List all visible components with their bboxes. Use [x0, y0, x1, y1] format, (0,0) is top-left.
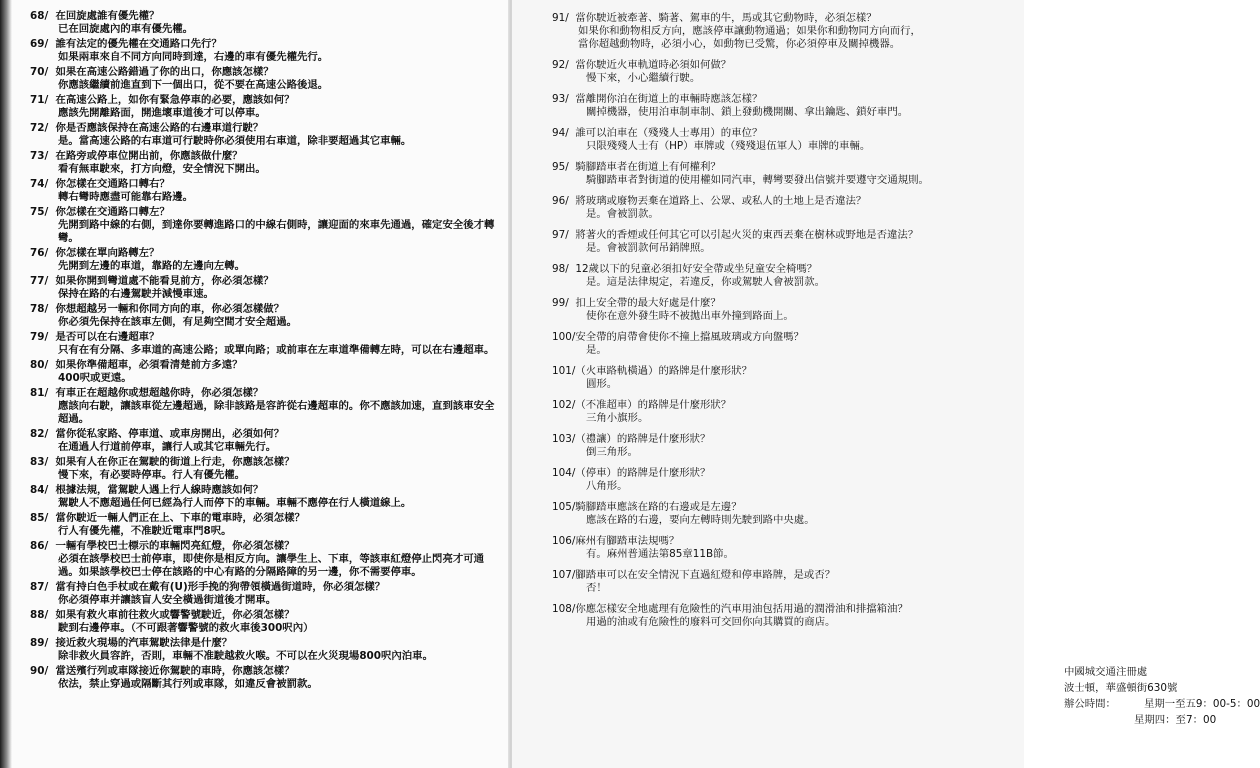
answer-text: 轉右彎時應盡可能靠右路邊。 — [58, 191, 194, 203]
answer-text: 行人有優先權，不准駛近電車門8呎。 — [58, 525, 232, 537]
qa-item — [552, 93, 1006, 119]
qa-item — [552, 263, 1006, 289]
answer-text: 你應該繼續前進直到下一個出口，從不要在高速公路後退。 — [58, 79, 329, 91]
office-hours-thursday: 星期四：至7：00 — [1134, 714, 1217, 726]
question-text: 93/ 當離開你泊在街道上的車輛時應該怎樣？ — [552, 93, 763, 105]
answer-text: 應該先開離路面，開進壞車道後才可以停車。 — [58, 107, 266, 119]
question-text: 69/ 誰有法定的優先權在交通路口先行？ — [30, 38, 222, 50]
answer-text: 是。 — [586, 344, 607, 356]
question-text: 87/ 當有持白色手杖或在戴有(U)形手挽的狗帶領橫過街道時，你必須怎樣？ — [30, 581, 386, 593]
answer-text: 駛到右邊停車。（不可跟著響警號的救火車後300呎內） — [58, 622, 314, 634]
answer-text: 當你超越動物時，必須小心，如動物已受驚，你必須停車及關掉機器。 — [578, 38, 901, 50]
answer-text: 關掉機器，使用泊車制車制、鎖上發動機開關、拿出鑰匙、鎖好車門。 — [586, 106, 909, 118]
answer-text: 駕駛人不應超過任何已經為行人而停下的車輛。車輛不應停在行人橫道線上。 — [58, 497, 412, 509]
right-question-list — [552, 12, 1006, 629]
answer-text: 400呎或更遠。 — [58, 372, 132, 384]
qa-item — [30, 637, 502, 663]
answer-text: 是。這是法律規定，若違反，你或駕駛人會被罰款。 — [586, 276, 825, 288]
question-text: 89/ 接近救火現場的汽車駕駛法律是什麼？ — [30, 637, 233, 649]
qa-item — [552, 433, 1006, 459]
answer-text: 依法，禁止穿過或隔斷其行列或車隊，如違反會被罰款。 — [58, 678, 318, 690]
office-hours-value: 星期一至五9：00-5：00 — [1143, 698, 1260, 710]
question-text: 68/ 在回旋處誰有優先權？ — [30, 10, 160, 22]
question-text: 85/ 當你駛近一輛人們正在上、下車的電車時，必須怎樣？ — [30, 512, 305, 524]
question-text: 76/ 你怎樣在單向路轉左？ — [30, 247, 160, 259]
question-text: 102/（不准超車）的路牌是什麼形狀？ — [552, 399, 732, 411]
question-text: 92/ 當你駛近火車軌道時必須如何做？ — [552, 59, 732, 71]
answer-text: 有。麻州普通法第85章11B節。 — [586, 548, 734, 560]
answer-text: 如果你和動物相反方向，應該停車讓動物通過；如果你和動物同方向而行， — [578, 25, 921, 37]
qa-item — [30, 581, 502, 607]
right-page — [512, 0, 1260, 768]
qa-item — [552, 535, 1006, 561]
question-text: 94/ 誰可以泊車在（殘殘人士專用）的車位？ — [552, 127, 763, 139]
answer-text: 是。會被罰款。 — [586, 208, 659, 220]
qa-item — [552, 12, 1006, 51]
office-info — [1064, 664, 1260, 728]
qa-item — [30, 387, 502, 426]
office-name: 中國城交通注冊處 — [1064, 666, 1148, 678]
answer-text: 你必須停車并讓該盲人安全橫過街道後才開車。 — [58, 594, 277, 606]
qa-item — [30, 428, 502, 454]
question-text: 104/（停車）的路牌是什麼形狀？ — [552, 467, 711, 479]
question-text: 79/ 是否可以在右邊超車？ — [30, 331, 160, 343]
answer-text: 只有在有分隔、多車道的高速公路；或單向路；或前車在左車道準備轉左時，可以在右邊超車。 — [58, 344, 495, 356]
question-text: 72/ 你是否應該保持在高速公路的右邊車道行駛？ — [30, 122, 264, 134]
answer-text: 看有無車駛來，打方向燈，安全情況下開出。 — [58, 163, 266, 175]
qa-item — [30, 66, 502, 92]
office-hours-label: 辦公時間： — [1064, 698, 1116, 710]
answer-text: 騎腳踏車者對街道的使用權如同汽車，轉彎要發出信號并要遵守交通規則。 — [586, 174, 929, 186]
question-text: 70/ 如果在高速公路錯過了你的出口，你應該怎樣？ — [30, 66, 274, 78]
qa-item — [30, 512, 502, 538]
qa-item — [552, 229, 1006, 255]
answer-text: 保持在路的右邊駕駛并減慢車速。 — [58, 288, 214, 300]
qa-item — [30, 10, 502, 36]
question-text: 106/麻州有腳踏車法規嗎？ — [552, 535, 680, 547]
qa-item — [552, 501, 1006, 527]
qa-item — [552, 399, 1006, 425]
answer-text: 在通過人行道前停車，讓行人或其它車輛先行。 — [58, 441, 277, 453]
question-text: 88/ 如果有救火車前往救火或響警號駛近，你必須怎樣？ — [30, 609, 295, 621]
answer-text: 慢下來，有必要時停車。行人有優先權。 — [58, 469, 246, 481]
question-text: 91/ 當你駛近被牽著、騎著、駕車的牛，馬或其它動物時，必須怎樣？ — [552, 12, 877, 24]
qa-item — [30, 178, 502, 204]
question-text: 98/ 12歲以下的兒童必須扣好安全帶或坐兒童安全椅嗎？ — [552, 263, 818, 275]
answer-text: 你必須先保持在該車左側，有足夠空間才安全超過。 — [58, 316, 297, 328]
qa-item — [552, 603, 1006, 629]
question-text: 95/ 騎腳踏車者在街道上有何權利？ — [552, 161, 721, 173]
qa-item — [30, 122, 502, 148]
qa-item — [552, 59, 1006, 85]
answer-text: 圓形。 — [586, 378, 618, 390]
qa-item — [30, 456, 502, 482]
answer-text: 慢下來，小心繼續行駛。 — [586, 72, 701, 84]
question-text: 81/ 有車正在超越你或想超越你時，你必須怎樣？ — [30, 387, 264, 399]
question-text: 78/ 你想超越另一輛和你同方向的車，你必須怎樣做？ — [30, 303, 285, 315]
question-text: 101/（火車路軌橫過）的路牌是什麼形狀？ — [552, 365, 752, 377]
qa-item — [552, 297, 1006, 323]
question-text: 108/你應怎樣安全地處理有危險性的汽車用油包括用過的潤滑油和排擋箱油？ — [552, 603, 908, 615]
answer-text: 三角小旗形。 — [586, 412, 649, 424]
question-text: 90/ 當送殯行列或車隊接近你駕駛的車時，你應該怎樣？ — [30, 665, 295, 677]
answer-text: 應該向右駛，讓該車從左邊超過，除非該路是容許從右邊超車的。你不應該加速，直到該車安全超過。 — [58, 400, 495, 425]
office-hours-weekday — [1064, 696, 1260, 712]
qa-item — [30, 359, 502, 385]
answer-text: 應該在路的右邊，要向左轉時則先駛到路中央處。 — [586, 514, 815, 526]
qa-item — [552, 569, 1006, 595]
office-address: 波士頓，華盛頓街630號 — [1064, 682, 1178, 694]
question-text: 73/ 在路旁或停車位開出前，你應該做什麼？ — [30, 150, 243, 162]
answer-text: 先開到路中線的右側，到達你要轉進路口的中線右側時，讓迎面的來車先通過，確定安全後才轉彎。 — [58, 219, 495, 244]
answer-text: 已在回旋處內的車有優先權。 — [58, 23, 194, 35]
qa-item — [30, 540, 502, 579]
qa-item — [30, 38, 502, 64]
qa-item — [30, 150, 502, 176]
question-text: 77/ 如果你開到彎道處不能看見前方，你必須怎樣？ — [30, 275, 274, 287]
question-text: 84/ 根據法規，當駕駛人遇上行人線時應該如何？ — [30, 484, 264, 496]
qa-item — [30, 94, 502, 120]
qa-item — [30, 484, 502, 510]
answer-text: 用過的油或有危險性的廢料可交回你向其購買的商店。 — [586, 616, 836, 628]
qa-item — [30, 247, 502, 273]
question-text: 97/ 將著火的香煙或任何其它可以引起火災的東西丟棄在樹林或野地是否違法？ — [552, 229, 919, 241]
question-text: 71/ 在高速公路上，如你有緊急停車的必要，應該如何？ — [30, 94, 295, 106]
answer-text: 八角形。 — [586, 480, 628, 492]
question-text: 82/ 當你從私家路、停車道、或車房開出，必須如何？ — [30, 428, 285, 440]
answer-text: 只限殘殘人士有（HP）車牌或（殘殘退伍軍人）車牌的車輛。 — [586, 140, 871, 152]
answer-text: 是。會被罰款何吊銷牌照。 — [586, 242, 711, 254]
question-text: 80/ 如果你準備超車，必須看清楚前方多遠？ — [30, 359, 243, 371]
answer-text: 是。當高速公路的右車道可行駛時你必須使用右車道，除非要超過其它車輛。 — [58, 135, 412, 147]
qa-item — [30, 275, 502, 301]
qa-item — [552, 331, 1006, 357]
question-text: 83/ 如果有人在你正在駕駛的街道上行走，你應該怎樣？ — [30, 456, 295, 468]
qa-item — [552, 127, 1006, 153]
qa-item — [552, 365, 1006, 391]
qa-item — [552, 467, 1006, 493]
qa-item — [30, 609, 502, 635]
answer-text: 否！ — [586, 582, 607, 594]
qa-item — [552, 161, 1006, 187]
qa-item — [30, 665, 502, 691]
left-page — [0, 0, 510, 768]
question-text: 74/ 你怎樣在交通路口轉右？ — [30, 178, 170, 190]
question-text: 107/腳踏車可以在安全情況下直過紅燈和停車路牌，是或否？ — [552, 569, 836, 581]
qa-item — [30, 206, 502, 245]
answer-text: 使你在意外發生時不被拋出車外撞到路面上。 — [586, 310, 794, 322]
question-text: 100/安全帶的肩帶會使你不撞上擋風玻璃或方向盤嗎？ — [552, 331, 804, 343]
answer-text: 先開到左邊的車道，靠路的左邊向左轉。 — [58, 260, 246, 272]
answer-text: 必須在該學校巴士前停車，即使你是相反方向。讓學生上、下車，等該車紅燈停止閃亮才可通過。如果該學校巴士停在該路的中心有路的分隔路障的另一邊，你不需要停車。 — [58, 553, 485, 578]
question-text: 103/（禮讓）的路牌是什麼形狀？ — [552, 433, 711, 445]
question-text: 99/ 扣上安全帶的最大好處是什麼？ — [552, 297, 721, 309]
answer-text: 如果兩車來自不同方向同時到達，右邊的車有優先權先行。 — [58, 51, 329, 63]
question-text: 96/ 將玻璃或廢物丟棄在道路上、公眾、或私人的土地上是否違法？ — [552, 195, 867, 207]
answer-text: 除非救火員容許，否則，車輛不准駛越救火喉。不可以在火災現場800呎內泊車。 — [58, 650, 433, 662]
answer-text: 倒三角形。 — [586, 446, 638, 458]
question-text: 75/ 你怎樣在交通路口轉左？ — [30, 206, 170, 218]
qa-item — [30, 331, 502, 357]
qa-item — [30, 303, 502, 329]
question-text: 105/騎腳踏車應該在路的右邊或是左邊？ — [552, 501, 742, 513]
qa-item — [552, 195, 1006, 221]
question-text: 86/ 一輛有學校巴士標示的車輛閃亮紅燈，你必須怎樣？ — [30, 540, 295, 552]
